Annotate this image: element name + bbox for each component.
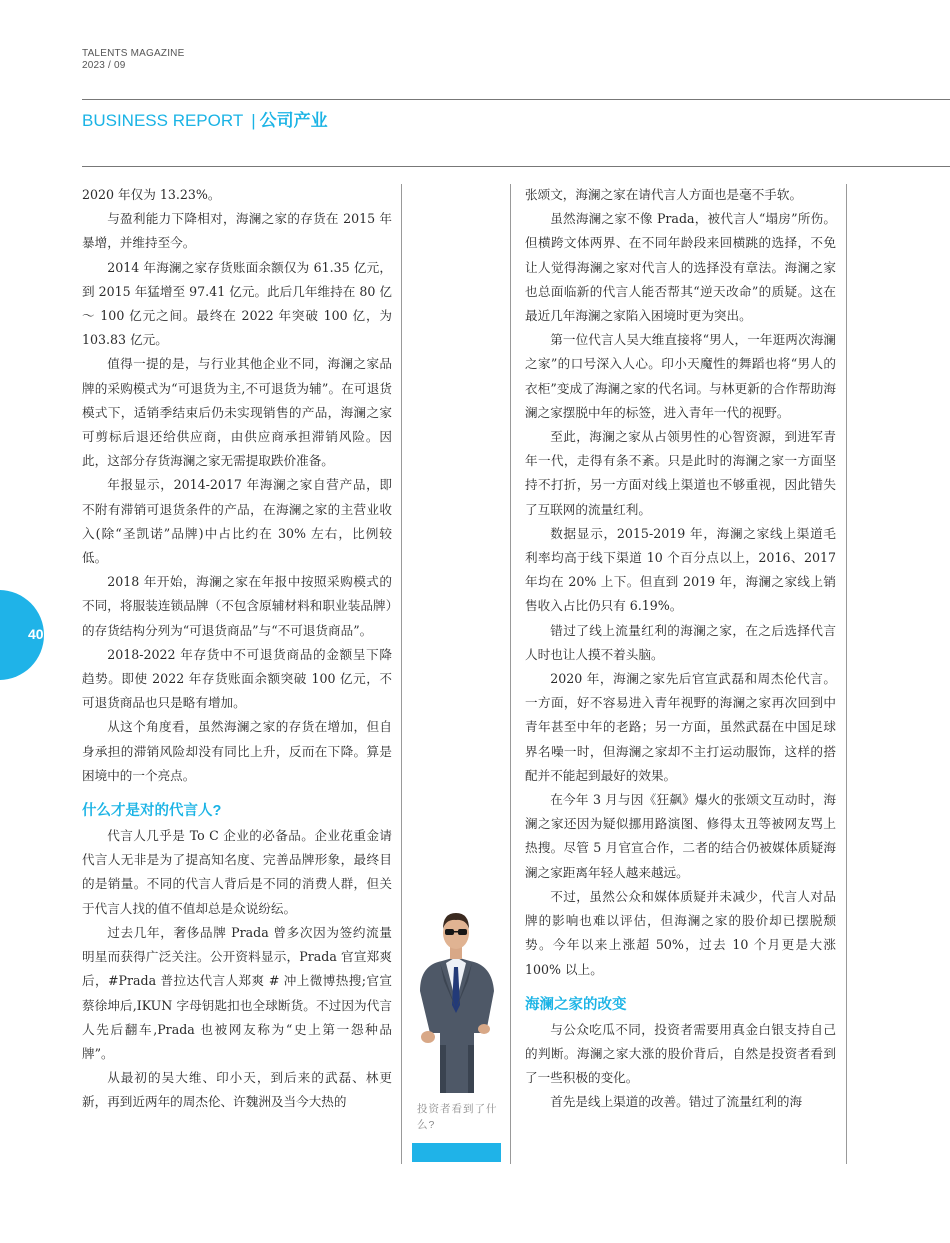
paragraph: 从最初的吴大维、印小天，到后来的武磊、林更新，再到近两年的周杰伦、许魏洲及当今大热的 [82,1070,392,1110]
model-photo [410,905,502,1097]
page-number: 40 [28,626,44,642]
paragraph: 2020 年仅为 13.23%。 [82,187,221,202]
column-divider-right [846,184,847,1164]
paragraph: 过去几年，奢侈品牌 Prada 曾多次因为签约流量明星而获得广泛关注。公开资料显示，Prada 官宣郑爽后，#Prada 普拉达代言人郑爽 # 冲上微博热搜;官宣蔡徐坤后,IKUN 字母钥匙扣也全球断货。不过因为代言人先后翻车,Prada 也被网友称为“史上第一怨种品牌”。 [82,924,392,1061]
man-in-suit-image [410,905,502,1097]
header-rule-bottom [82,166,950,167]
paragraph: 至此，海澜之家从占领男性的心智资源，到进军青年一代，走得有条不紊。只是此时的海澜之家一方面坚持不打折，另一方面对线上渠道也不够重视，因此错失了互联网的流量红利。 [525,429,836,517]
figure-caption: 投资者看到了什么? [417,1103,498,1131]
paragraph: 年报显示，2014-2017 年海澜之家自营产品，即不附有滞销可退货条件的产品，在海澜之家的主营业收入(除“圣凯诺”品牌)中占比约在 30% 左右，比例较低。 [82,477,392,566]
paragraph: 首先是线上渠道的改善。错过了流量红利的海 [550,1094,803,1110]
paragraph: 代言人几乎是 To C 企业的必备品。企业花重金请代言人无非是为了提高知名度、完善品牌形象，最终目的是销量。不同的代言人背后是不同的消费人群，但关于代言人找的值不值却总是众说纷纭。 [82,828,392,916]
section-header [82,106,328,131]
article-column-left [82,183,392,1115]
header-rule-top [82,99,950,100]
subheading-changes: 海澜之家的改变 [525,996,627,1013]
paragraph: 与公众吃瓜不同，投资者需要用真金白银支持自己的判断。海澜之家大涨的股价背后，自然是投资者看到了一些积极的变化。 [525,1021,836,1086]
issue-date: 2023 / 09 [82,60,126,71]
paragraph: 错过了线上流量红利的海澜之家，在之后选择代言人时也让人摸不着头脑。 [525,622,836,662]
paragraph: 与盈利能力下降相对，海澜之家的存货在 2015 年暴增，并维持至今。 [82,211,392,251]
paragraph: 数据显示，2015-2019 年，海澜之家线上渠道毛利率均高于线下渠道 10 个百分点以上，2016、2017 年均在 20% 上下。但直到 2019 年，海澜之家线上销售收入占比仍只有 6.19%。 [525,525,836,614]
column-divider-left [401,184,402,1164]
paragraph: 在今年 3 月与因《狂飙》爆火的张颂文互动时，海澜之家还因为疑似挪用路演图、修得太丑等被网友骂上热搜。尽管 5 月官宣合作，二者的结合仍被媒体质疑海澜之家距离年轻人越来越远。 [525,792,836,880]
section-title-en: BUSINESS REPORT [82,111,244,130]
paragraph: 2018 年开始，海澜之家在年报中按照采购模式的不同，将服装连锁品牌（不包含原辅材料和职业装品牌）的存货结构分列为“可退货商品”与“不可退货商品”。 [82,574,392,638]
caption-accent-bar [412,1143,501,1162]
paragraph: 2014 年海澜之家存货账面余额仅为 61.35 亿元，到 2015 年猛增至 97.41 亿元。此后几年维持在 80 亿～ 100 亿元之间。最终在 2022 年突破 100 亿，为 103.83 亿元。 [82,259,392,348]
paragraph: 从这个角度看，虽然海澜之家的存货在增加，但自身承担的滞销风险却没有同比上升，反而在下降。算是困境中的一个亮点。 [82,719,392,783]
article-column-right [525,183,836,1115]
masthead [82,48,184,72]
paragraph: 张颂文，海澜之家在请代言人方面也是毫不手软。 [525,187,803,202]
paragraph: 2020 年，海澜之家先后官宣武磊和周杰伦代言。一方面，好不容易进入青年视野的海澜之家再次回到中青年甚至中年的老路；另一方面，虽然武磊在中国足球界名噪一时，但海澜之家却不主打运动服饰，这样的搭配并不能起到最好的效果。 [525,671,836,783]
section-separator: | [251,111,256,130]
paragraph: 值得一提的是，与行业其他企业不同，海澜之家品牌的采购模式为“可退货为主,不可退货为辅”。在可退货模式下，适销季结束后仍未实现销售的产品，海澜之家可剪标后退还给供应商，由供应商承担滞销风险。因此，这部分存货海澜之家无需提取跌价准备。 [82,356,392,469]
paragraph: 2018-2022 年存货中不可退货商品的金额呈下降趋势。即使 2022 年存货账面余额突破 100 亿元，不可退货商品也只是略有增加。 [82,646,392,711]
subheading-spokesperson: 什么才是对的代言人? [82,803,222,820]
paragraph: 不过，虽然公众和媒体质疑并未减少，代言人对品牌的影响也难以评估，但海澜之家的股价却已摆脱颓势。今年以来上涨超 50%，过去 10 个月更是大涨 100% 以上。 [525,888,836,977]
paragraph: 虽然海澜之家不像 Prada，被代言人“塌房”所伤。但横跨文体两界、在不同年龄段来回横跳的选择，不免让人觉得海澜之家对代言人的选择没有章法。海澜之家也总面临新的代言人能否帮其“逆天改命”的质疑。这在最近几年海澜之家陷入困境时更为突出。 [525,211,836,324]
section-title-cn: 公司产业 [259,111,328,130]
paragraph: 第一位代言人吴大维直接将“男人，一年逛两次海澜之家”的口号深入人心。印小天魔性的舞蹈也将“男人的衣柜”变成了海澜之家的代名词。与林更新的合作帮助海澜之家摆脱中年的标签，进入青年一代的视野。 [525,332,836,420]
magazine-name: TALENTS MAGAZINE [82,48,185,59]
column-divider-middle [510,184,511,1164]
